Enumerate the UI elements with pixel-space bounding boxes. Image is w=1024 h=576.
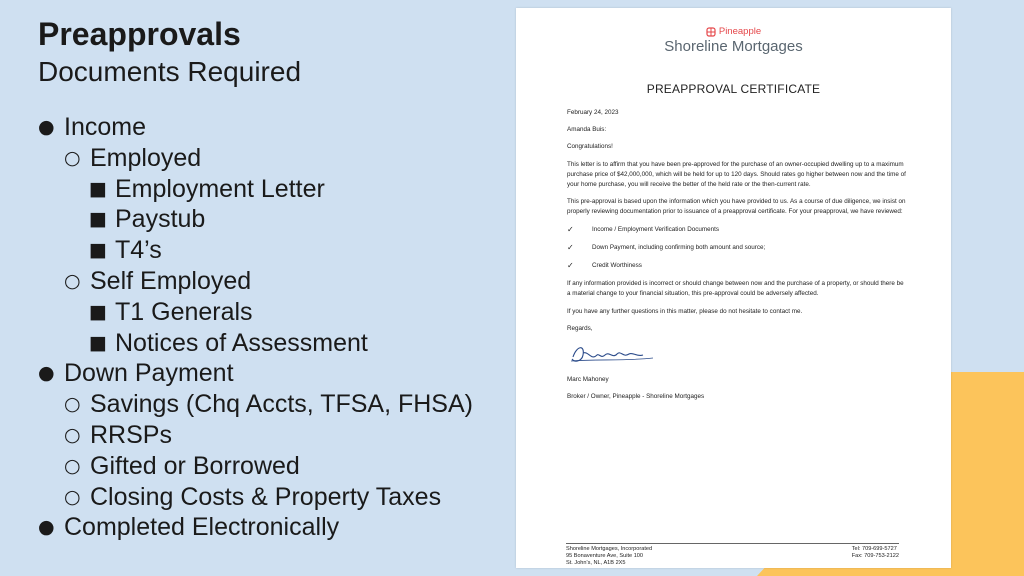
letter-body <box>567 108 907 409</box>
document-footer <box>566 543 899 568</box>
bullet-text: Closing Costs & Property Taxes <box>90 482 442 511</box>
company-logo <box>516 26 951 55</box>
square-bullet-icon: ■ <box>89 239 107 262</box>
bullet-text: Notices of Assessment <box>115 328 368 357</box>
bullet-text: Savings (Chq Accts, TFSA, FHSA) <box>90 390 473 419</box>
bullet-text: Employment Letter <box>115 174 325 203</box>
bullet-savings <box>38 389 508 420</box>
handwritten-signature <box>567 341 657 367</box>
filled-circle-bullet-icon: ● <box>38 362 55 385</box>
slide-title: Preapprovals <box>38 16 241 52</box>
checklist-item: ✓ Down Payment, including confirming both amount and source; <box>567 242 766 252</box>
logo-company-name: Shoreline Mortgages <box>664 38 803 55</box>
bullet-text: Gifted or Borrowed <box>90 451 300 480</box>
hollow-circle-bullet-icon: ○ <box>64 485 81 508</box>
checklist-item: ✓ Credit Worthiness <box>567 261 642 270</box>
bullet-rrsps <box>38 420 508 451</box>
bullet-list <box>38 112 508 543</box>
bullet-text: T4’s <box>115 236 162 265</box>
bullet-income <box>38 112 508 143</box>
bullet-notices-of-assessment <box>38 328 508 359</box>
signer-title: Broker / Owner, Pineapple - Shoreline Mortgages <box>567 393 705 401</box>
bullet-text: T1 Generals <box>115 297 253 326</box>
hollow-circle-bullet-icon: ○ <box>64 146 81 169</box>
filled-circle-bullet-icon: ● <box>38 116 55 138</box>
square-bullet-icon: ■ <box>89 177 107 200</box>
hollow-circle-bullet-icon: ○ <box>64 393 81 416</box>
hollow-circle-bullet-icon: ○ <box>64 454 81 477</box>
letter-closing: Regards, <box>567 324 593 332</box>
bullet-text: Down Payment <box>64 359 234 388</box>
checkmark-icon: ✓ <box>567 224 574 234</box>
bullet-employed <box>38 143 508 174</box>
checkmark-icon: ✓ <box>567 261 574 270</box>
footer-address: Shoreline Mortgages, Incorporated 95 Bonaventure Ave, Suite 100 St. John's, NL, A1B 2X5 <box>566 546 653 567</box>
bullet-t4s <box>38 235 508 266</box>
bullet-text: Self Employed <box>90 266 252 295</box>
slide-subtitle: Documents Required <box>38 56 302 87</box>
bullet-text: Employed <box>90 143 202 172</box>
bullet-down-payment <box>38 358 508 389</box>
bullet-text: Completed Electronically <box>64 513 340 542</box>
square-bullet-icon: ■ <box>89 208 107 231</box>
bullet-text: Paystub <box>115 205 206 234</box>
letter-paragraph: This pre-approval is based upon the information which you have provided to us. As a course of due diligence, we insist on properly reviewing documentation prior to issuance of a preapproval certificate. For your preapproval, we have reviewed: <box>567 198 906 216</box>
slide-content <box>38 14 508 543</box>
footer-contact: Tel: 709-699-5727 Fax: 709-753-2122 <box>851 546 899 560</box>
square-bullet-icon: ■ <box>89 300 107 323</box>
bullet-completed-electronically <box>38 512 508 543</box>
bullet-t1-generals <box>38 297 508 328</box>
hollow-circle-bullet-icon: ○ <box>64 269 81 292</box>
bullet-paystub <box>38 204 508 235</box>
letter-date: February 24, 2023 <box>567 109 619 116</box>
bullet-text: RRSPs <box>90 420 172 449</box>
square-bullet-icon: ■ <box>89 331 107 354</box>
bullet-employment-letter <box>38 174 508 205</box>
certificate-heading: PREAPPROVAL CERTIFICATE <box>646 82 821 96</box>
letter-salutation: Amanda Buis: <box>567 126 607 134</box>
signer-name: Marc Mahoney <box>567 376 609 383</box>
bullet-gifted-or-borrowed <box>38 451 508 482</box>
logo-brand: Pineapple <box>718 26 762 37</box>
checkmark-icon: ✓ <box>567 242 574 252</box>
bullet-text: Income <box>64 113 146 141</box>
bullet-self-employed <box>38 266 508 297</box>
bullet-closing-costs <box>38 482 508 513</box>
pineapple-logo-icon <box>706 27 716 37</box>
preapproval-certificate-document <box>516 8 951 568</box>
hollow-circle-bullet-icon: ○ <box>64 423 81 446</box>
letter-greeting: Congratulations! <box>567 143 613 151</box>
checklist-item: ✓ Income / Employment Verification Documents <box>567 224 720 234</box>
letter-paragraph: This letter is to affirm that you have been pre-approved for the purchase of an owner-occupied dwelling up to a maximum purchase price of $42,000,000, which will be held for up to 120 days. Should rates go higher between now and the time of your home purchase, you will receive the better of the held rate or the then-current rate. <box>567 160 906 189</box>
filled-circle-bullet-icon: ● <box>38 516 55 539</box>
letter-paragraph: If you have any further questions in this matter, please do not hesitate to contact me. <box>567 307 803 315</box>
letter-paragraph: If any information provided is incorrect or should change between now and the purchase of a property, or should there be a material change to your financial situation, this pre-approval could be adversely affected. <box>567 280 904 298</box>
